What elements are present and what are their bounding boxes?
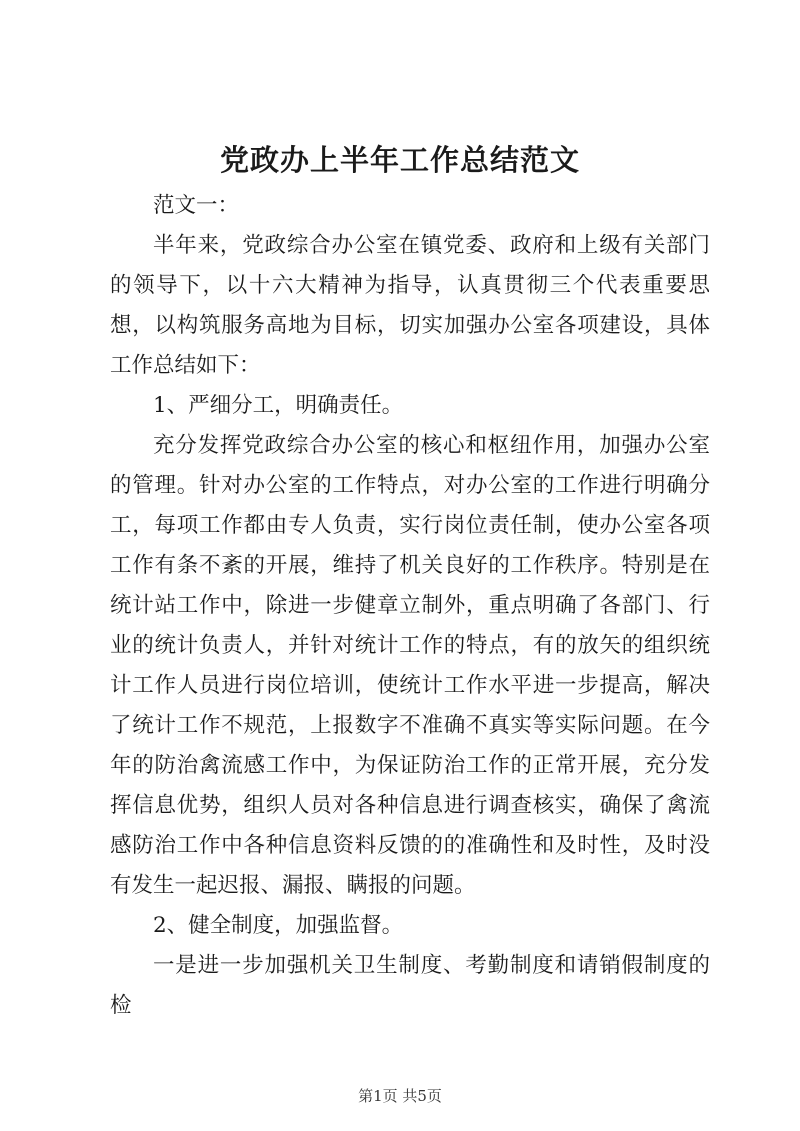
section-heading-2: 2、健全制度，加强监督。 — [153, 913, 404, 938]
document-body — [110, 186, 710, 1018]
page-footer: 第1页 共5页 — [358, 1087, 442, 1105]
document-title: 党政办上半年工作总结范文 — [219, 143, 580, 177]
paragraph-intro: 半年来，党政综合办公室在镇党委、政府和上级有关部门的领导下，以十六大精神为指导，认真贯彻三个代表重要思想，以构筑服务高地为目标，切实加强办公室各项建设，具体工作总结如下： — [110, 233, 710, 378]
paragraph-section-1: 充分发挥党政综合办公室的核心和枢纽作用，加强办公室的管理。针对办公室的工作特点，对办公室的工作进行明确分工，每项工作都由专人负责，实行岗位责任制，使办公室各项工作有条不紊的开展，维持了机关良好的工作秩序。特别是在统计站工作中，除进一步健章立制外，重点明确了各部门、行业的统计负责人，并针对统计工作的特点，有的放矢的组织统计工作人员进行岗位培训，使统计工作水平进一步提高，解决了统计工作不规范，上报数字不准确不真实等实际问题。在今年的防治禽流感工作中，为保证防治工作的正常开展，充分发挥信息优势，组织人员对各种信息进行调查核实，确保了禽流感防治工作中各种信息资料反馈的的准确性和及时性，及时没有发生一起迟报、漏报、瞒报的问题。 — [110, 433, 710, 898]
paragraph-label: 范文一： — [153, 193, 240, 218]
paragraph-section-2: 一是进一步加强机关卫生制度、考勤制度和请销假制度的检 — [110, 953, 710, 1018]
section-heading-1: 1、严细分工，明确责任。 — [153, 393, 404, 418]
